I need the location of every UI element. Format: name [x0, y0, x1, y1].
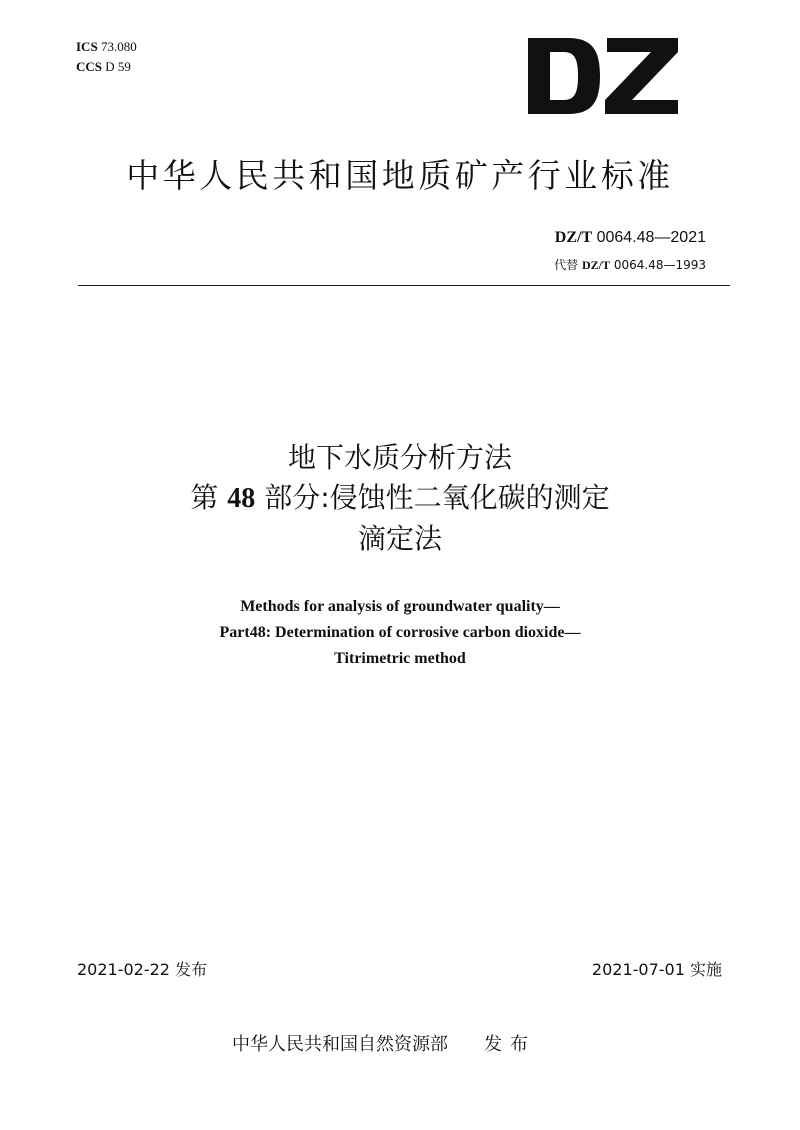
standard-number: DZ/T 0064.48—2021 [554, 229, 706, 246]
ics-code: ICS 73.080 [76, 39, 137, 54]
header-divider [78, 285, 730, 286]
publisher [232, 1030, 536, 1056]
classification-codes [76, 37, 137, 77]
title-en-line2: Part48: Determination of corrosive carbon dioxide— [219, 624, 581, 641]
title-cn-line3: 滴定法 [357, 522, 442, 555]
issue-date: 2021-02-22 发布 [77, 960, 208, 979]
publisher-org: 中华人民共和国自然资源部 [232, 1034, 448, 1055]
standard-category-title: 中华人民共和国地质矿产行业标准 [126, 156, 674, 195]
title-cn-line2: 第 48 部分:侵蚀性二氧化碳的测定 [190, 481, 610, 514]
dz-logo [528, 38, 678, 114]
title-en-line3: Titrimetric method [334, 650, 466, 667]
document-title-cn [0, 438, 800, 559]
implementation-date: 2021-07-01 实施 [591, 960, 722, 979]
publisher-action: 发布 [484, 1034, 536, 1055]
document-title-en [0, 594, 800, 672]
ccs-code: CCS D 59 [76, 59, 131, 74]
title-en-line1: Methods for analysis of groundwater quality— [240, 598, 560, 615]
replaces-standard: 代替 DZ/T 0064.48—1993 [554, 258, 706, 272]
title-cn-line1: 地下水质分析方法 [287, 441, 512, 474]
